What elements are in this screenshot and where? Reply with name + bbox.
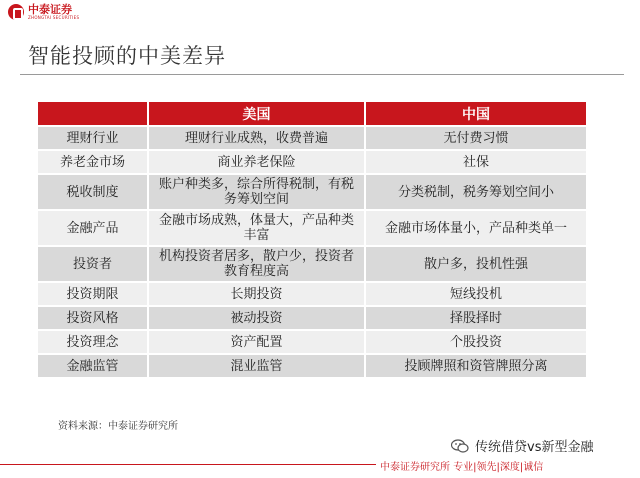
row-label: 养老金市场: [38, 150, 148, 174]
row-label: 投资风格: [38, 306, 148, 330]
china-cell: 社保: [365, 150, 586, 174]
us-cell: 资产配置: [148, 330, 365, 354]
china-cell: 投顾牌照和资管牌照分离: [365, 354, 586, 377]
watermark-text: 传统借贷vs新型金融: [475, 440, 594, 455]
china-cell: 分类税制，税务筹划空间小: [365, 174, 586, 210]
header-cell-us: 美国: [148, 102, 365, 126]
source-note: 资料来源：中泰证券研究所: [58, 421, 178, 432]
table-row: [38, 174, 586, 210]
wechat-watermark: [451, 436, 593, 455]
table-header-row: [38, 102, 586, 126]
company-logo: [8, 4, 79, 20]
us-cell: 机构投资者居多，散户少，投资者教育程度高: [148, 246, 365, 282]
table-row: [38, 354, 586, 377]
header-cell-china: 中国: [365, 102, 586, 126]
us-cell: 理财行业成熟，收费普遍: [148, 126, 365, 150]
row-label: 金融监管: [38, 354, 148, 377]
china-cell: 无付费习惯: [365, 126, 586, 150]
us-cell: 混业监管: [148, 354, 365, 377]
table-row: [38, 126, 586, 150]
title-divider: [20, 74, 624, 75]
us-cell: 被动投资: [148, 306, 365, 330]
page-title: 智能投顾的中美差异: [28, 44, 226, 68]
china-cell: 个股投资: [365, 330, 586, 354]
logo-mark-icon: [8, 4, 24, 20]
comparison-table: [38, 102, 586, 377]
row-label: 投资者: [38, 246, 148, 282]
row-label: 税收制度: [38, 174, 148, 210]
china-cell: 择股择时: [365, 306, 586, 330]
footer-divider: [0, 464, 376, 465]
wechat-icon: [451, 439, 469, 453]
header-cell-blank: [38, 102, 148, 126]
us-cell: 账户种类多，综合所得税制，有税务筹划空间: [148, 174, 365, 210]
china-cell: 金融市场体量小，产品种类单一: [365, 210, 586, 246]
table-row: [38, 246, 586, 282]
table-row: [38, 282, 586, 306]
us-cell: 长期投资: [148, 282, 365, 306]
footer-tagline: 中泰证券研究所 专业|领先|深度|诚信: [380, 462, 544, 473]
china-cell: 散户多，投机性强: [365, 246, 586, 282]
table-row: [38, 150, 586, 174]
china-cell: 短线投机: [365, 282, 586, 306]
logo-name-en: ZHONGTAI SECURITIES: [28, 15, 80, 20]
us-cell: 商业养老保险: [148, 150, 365, 174]
table-row: [38, 306, 586, 330]
row-label: 投资理念: [38, 330, 148, 354]
table-row: [38, 330, 586, 354]
row-label: 金融产品: [38, 210, 148, 246]
logo-name-cn: 中泰证券: [28, 3, 72, 16]
table-row: [38, 210, 586, 246]
row-label: 投资期限: [38, 282, 148, 306]
us-cell: 金融市场成熟，体量大，产品种类丰富: [148, 210, 365, 246]
row-label: 理财行业: [38, 126, 148, 150]
